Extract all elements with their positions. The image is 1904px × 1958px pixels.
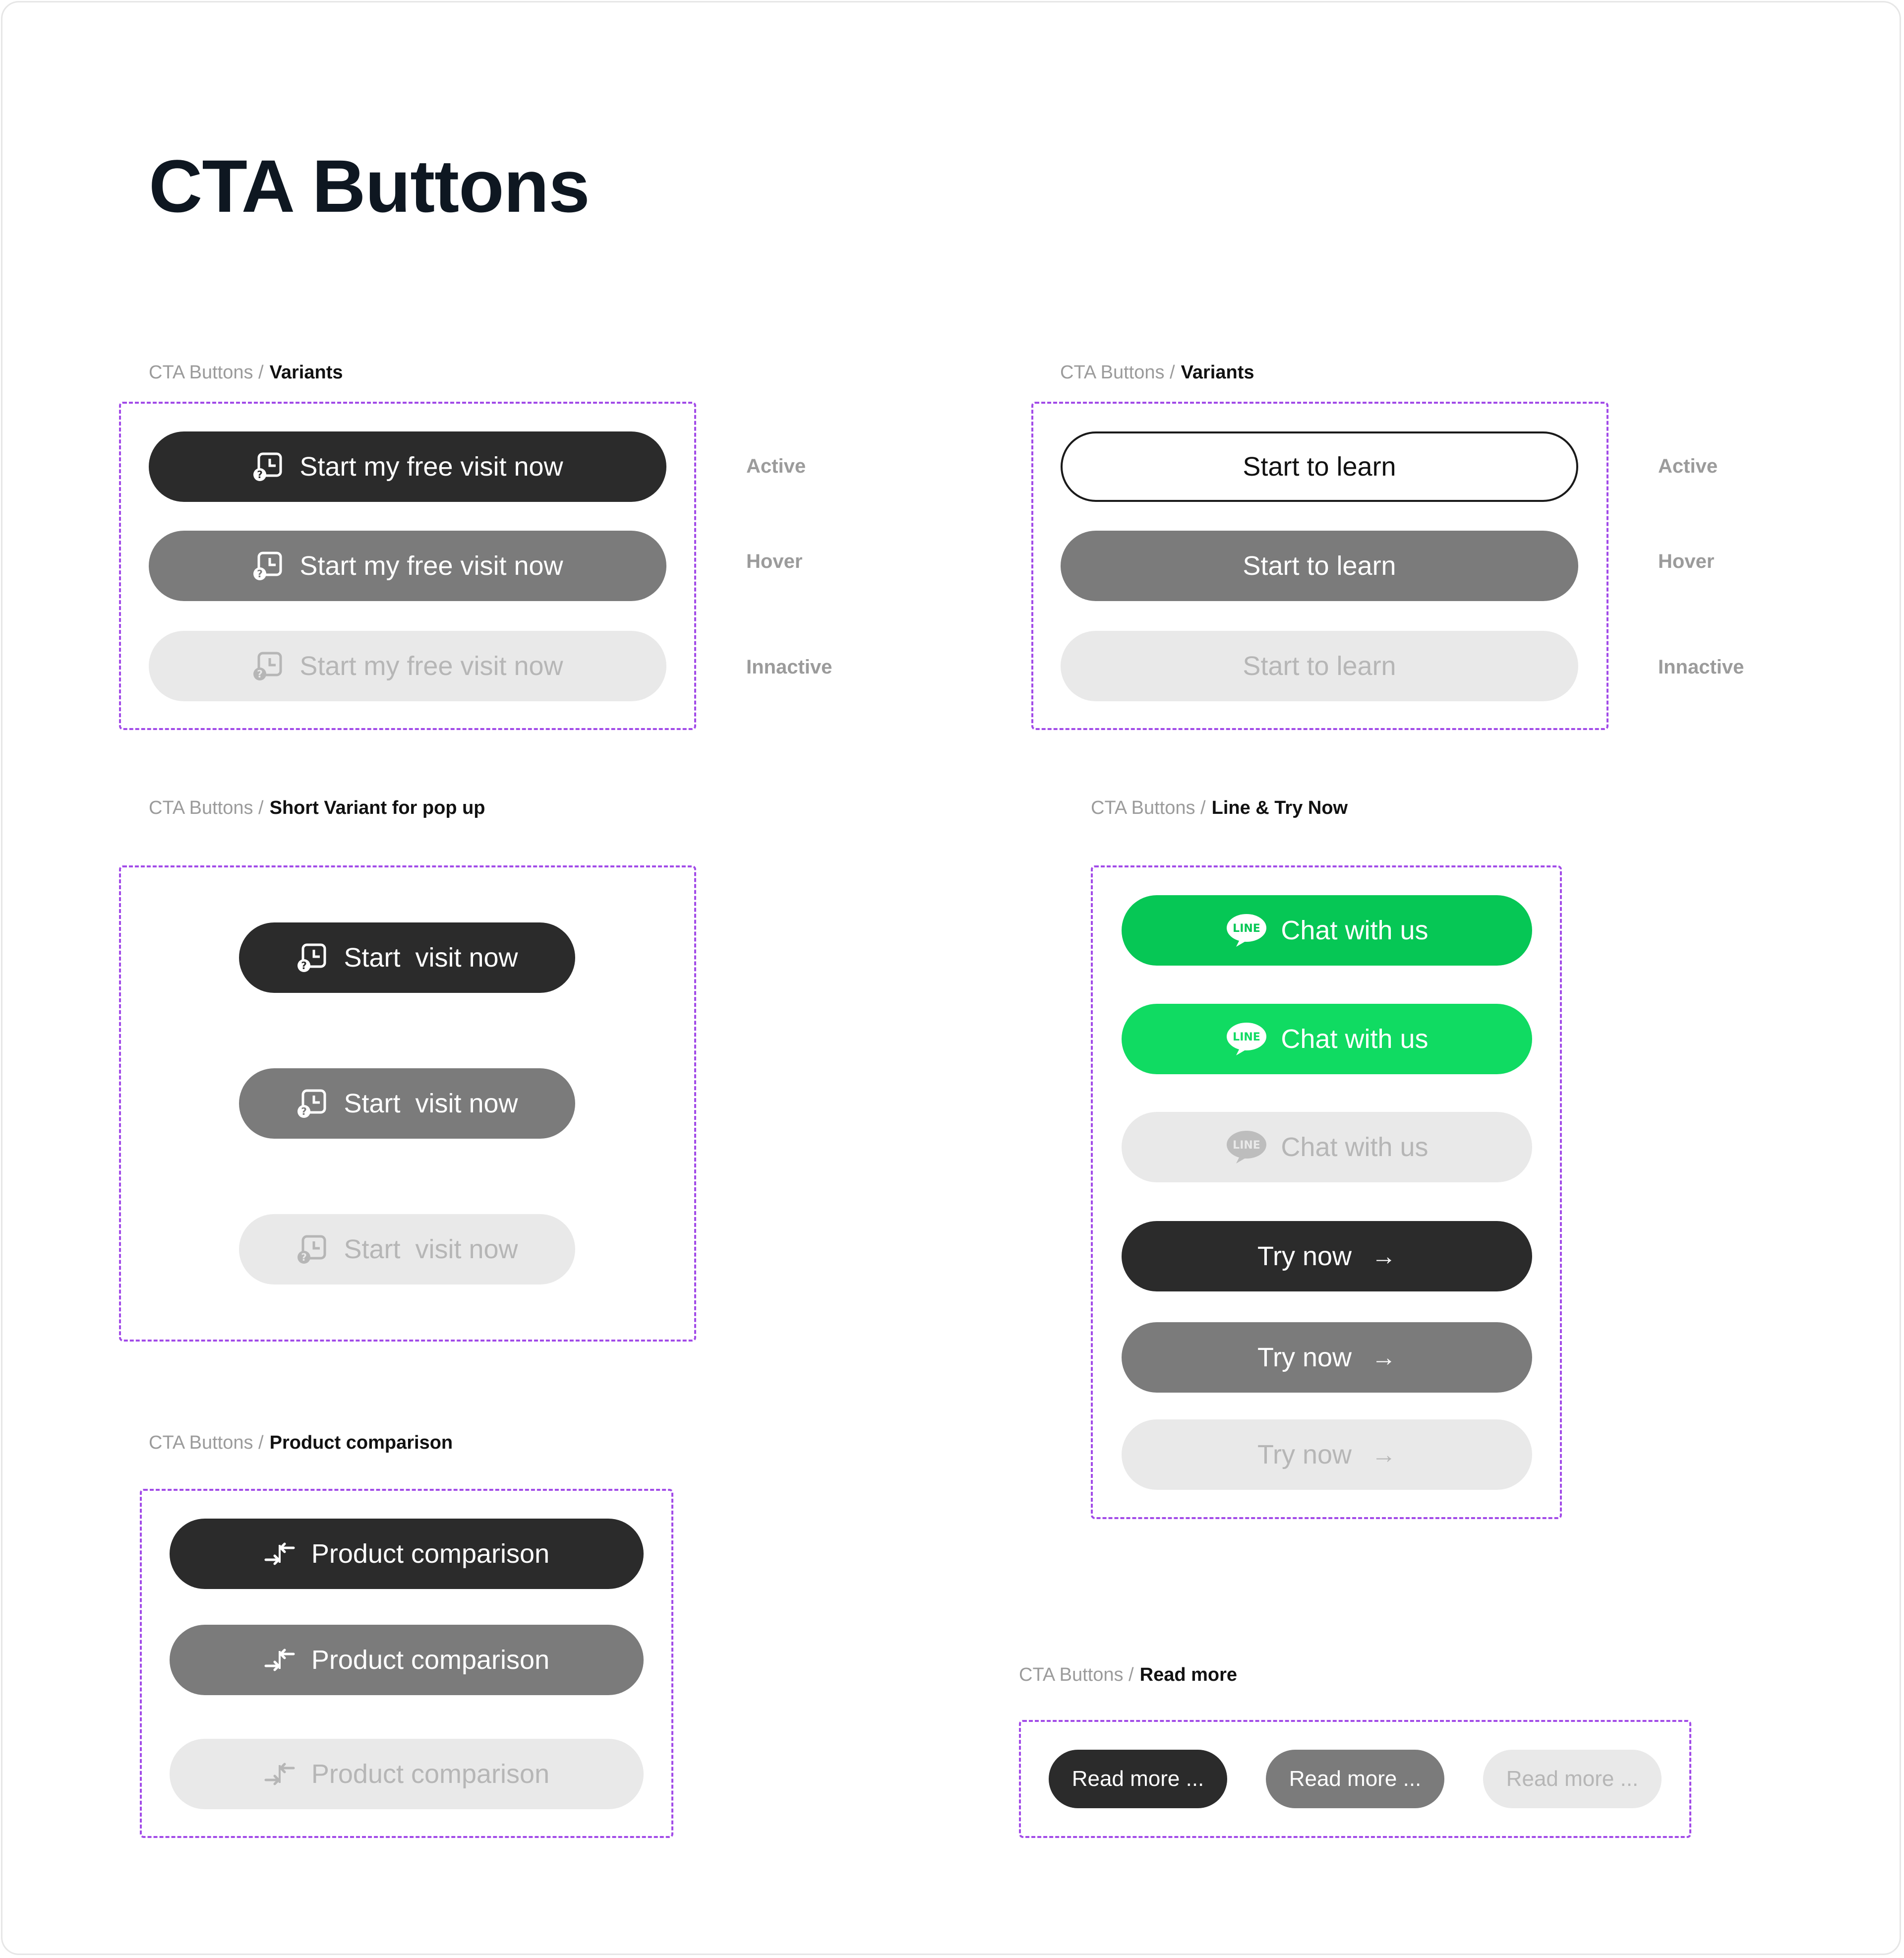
chat-with-us-button-active[interactable] [1122,895,1532,966]
svg-text:?: ? [257,568,263,580]
product-comparison-button-active[interactable] [170,1519,644,1589]
button-label: Try now [1257,1440,1352,1469]
visit-clock-icon [252,550,284,582]
button-label: Start my free visit now [299,551,563,581]
page-title: CTA Buttons [149,144,590,228]
button-label: Read more ... [1506,1767,1639,1791]
state-label-hover: Hover [1658,551,1715,572]
svg-text:?: ? [301,960,307,972]
button-label: Product comparison [311,1645,550,1675]
start-free-visit-button-active[interactable] [149,431,666,502]
product-comparison-button-inactive[interactable] [170,1739,644,1809]
breadcrumb-short-variant [149,798,485,817]
start-to-learn-button-hover[interactable] [1061,531,1578,601]
state-label-inactive: Innactive [1658,656,1744,678]
chat-with-us-button-inactive[interactable] [1122,1112,1532,1182]
button-label: Start visit now [344,943,518,973]
breadcrumb-root: CTA Buttons / [1060,362,1175,383]
line-chat-icon [1225,1021,1268,1057]
start-free-visit-button-inactive[interactable] [149,631,666,701]
svg-text:?: ? [257,469,263,481]
start-to-learn-button-inactive[interactable] [1061,631,1578,701]
visit-clock-icon [296,1088,328,1119]
visit-clock-icon [252,451,284,483]
compare-arrows-icon [264,1644,296,1676]
breadcrumb-current: Read more [1139,1664,1238,1685]
breadcrumb-current: Product comparison [269,1432,453,1453]
read-more-button-hover[interactable] [1266,1750,1444,1808]
svg-text:?: ? [257,668,263,680]
breadcrumb-root: CTA Buttons / [149,362,264,383]
read-more-button-active[interactable] [1049,1750,1227,1808]
svg-text:LINE: LINE [1233,1139,1261,1152]
try-now-button-inactive[interactable] [1122,1419,1532,1490]
start-free-visit-button-hover[interactable] [149,531,666,601]
arrow-right-icon: → [1371,1242,1397,1270]
button-label: Start visit now [344,1089,518,1118]
compare-arrows-icon [264,1538,296,1570]
button-label: Start to learn [1243,551,1396,581]
button-label: Try now [1257,1241,1352,1271]
button-label: Chat with us [1281,1024,1428,1054]
visit-clock-icon [252,650,284,682]
svg-text:?: ? [301,1251,307,1263]
arrow-right-icon: → [1371,1441,1397,1468]
button-label: Try now [1257,1343,1352,1372]
breadcrumb-current: Variants [269,362,343,383]
line-chat-icon [1225,1129,1268,1165]
start-visit-button-hover[interactable] [239,1068,575,1139]
button-label: Product comparison [311,1539,550,1569]
button-label: Chat with us [1281,916,1428,945]
breadcrumb-root: CTA Buttons / [149,797,264,818]
state-label-active: Active [746,455,806,477]
chat-with-us-button-hover[interactable] [1122,1004,1532,1074]
product-comparison-button-hover[interactable] [170,1625,644,1695]
button-label: Start my free visit now [299,651,563,681]
state-label-hover: Hover [746,551,803,572]
state-label-inactive: Innactive [746,656,833,678]
breadcrumb-root: CTA Buttons / [1019,1664,1134,1685]
button-label: Start to learn [1243,452,1396,482]
button-label: Start visit now [344,1234,518,1264]
start-to-learn-button-active[interactable] [1061,431,1578,502]
state-label-active: Active [1658,455,1718,477]
breadcrumb-current: Variants [1181,362,1254,383]
breadcrumb-product-comparison [149,1433,453,1452]
button-label: Start to learn [1243,651,1396,681]
button-label: Read more ... [1071,1767,1204,1791]
try-now-button-active[interactable] [1122,1221,1532,1291]
button-label: Start my free visit now [299,452,563,482]
breadcrumb-variants-secondary [1060,363,1254,382]
visit-clock-icon [296,942,328,974]
breadcrumb-line-try [1091,798,1348,817]
breadcrumb-current: Short Variant for pop up [269,797,485,818]
breadcrumb-read-more [1019,1665,1237,1684]
arrow-right-icon: → [1371,1344,1397,1371]
start-visit-button-inactive[interactable] [239,1214,575,1285]
breadcrumb-current: Line & Try Now [1211,797,1348,818]
try-now-button-hover[interactable] [1122,1322,1532,1393]
read-more-button-inactive[interactable] [1483,1750,1662,1808]
svg-text:?: ? [301,1105,307,1117]
svg-text:LINE: LINE [1233,922,1261,935]
start-visit-button-active[interactable] [239,922,575,993]
svg-text:LINE: LINE [1233,1031,1261,1043]
breadcrumb-root: CTA Buttons / [149,1432,264,1453]
breadcrumb-root: CTA Buttons / [1091,797,1206,818]
breadcrumb-variants-primary [149,363,343,382]
button-label: Chat with us [1281,1132,1428,1162]
visit-clock-icon [296,1233,328,1265]
compare-arrows-icon [264,1758,296,1790]
button-label: Product comparison [311,1759,550,1789]
line-chat-icon [1225,912,1268,949]
button-label: Read more ... [1289,1767,1422,1791]
